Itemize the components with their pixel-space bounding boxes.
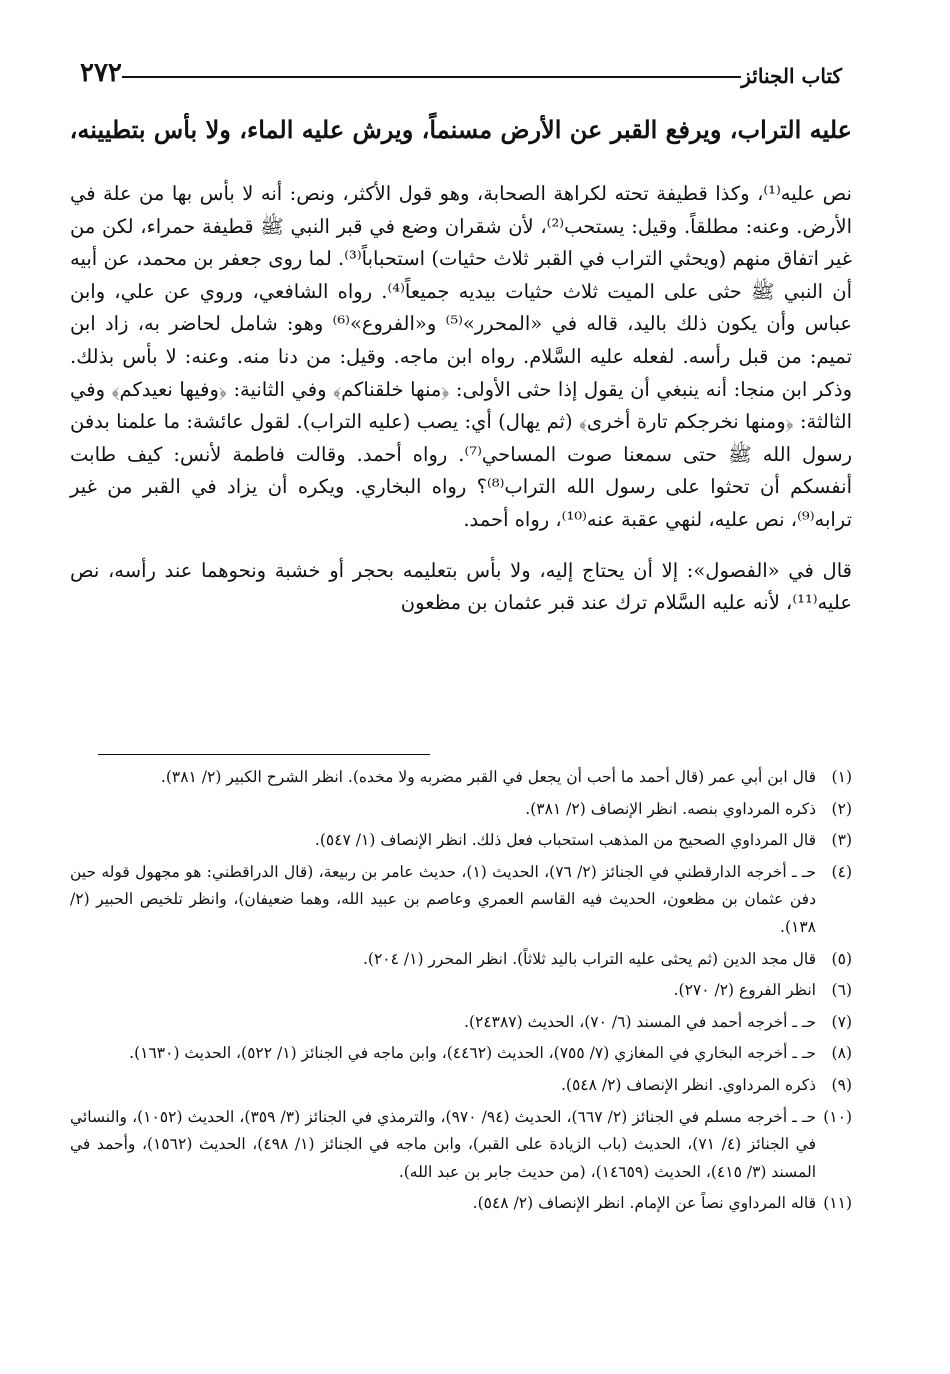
footnote-number: (٩) (831, 1075, 852, 1094)
commentary-paragraph-2: قال في «الفصول»: إلا أن يحتاج إليه، ولا بأس بتعليمه بحجر أو خشبة ونحوهما عند رأسه، نص عليه⁽¹¹⁾، لأنه عليه السَّلام ترك عند قبر عثمان بن مظعون (70, 558, 852, 615)
footnote-item (70, 827, 852, 855)
footnote-text: قال ابن أبي عمر (قال أحمد ما أحب أن يجعل في القبر مضربه ولا مخده). انظر الشرح الكبير (٢/ ٣٨١). (160, 768, 816, 786)
book-title: كتاب الجنائز (741, 64, 842, 88)
header-rule (122, 76, 741, 78)
footnote-number: (٤) (831, 862, 852, 881)
footnotes (70, 764, 852, 1218)
footnote-item (70, 1040, 852, 1068)
footnote-item (70, 764, 852, 792)
footnote-item (70, 946, 852, 974)
footnote-item (70, 796, 852, 824)
footnote-text: قال المرداوي الصحيح من المذهب استحباب فعل ذلك. انظر الإنصاف (١/ ٥٤٧). (314, 831, 816, 850)
footnote-number: (٢) (831, 799, 852, 818)
footnote-item (70, 859, 852, 942)
footnote-text: حـ ـ أخرجه مسلم في الجنائز (٢/ ٦٦٧)، الحديث (٩٤/ ٩٧٠)، والترمذي في الجنائز (٣/ ٣٥٩)، الحديث (١٠٥٢)، والنسائي في الجنائز (٤/ ٧١)، الحديث (باب الزيادة على القبر)، وابن ماجه في الجنائز (١/ ٤٩٨)، الحديث (١٥٦٢)، وأحمد في المسند (٣/ ٤١٥)، الحديث (١٤٦٥٩)، (من حديث جابر بن عبد الله). (70, 1107, 817, 1181)
footnote-number: (٨) (831, 1044, 852, 1063)
footnote-text: حـ ـ أخرجه أحمد في المسند (٦/ ٧٠)، الحديث (٢٤٣٨٧). (464, 1012, 816, 1031)
footnote-item (70, 1009, 852, 1037)
footnote-item (70, 977, 852, 1005)
page-number: ٢٧٢ (80, 58, 122, 88)
footnote-text: ذكره المرداوي بنصه. انظر الإنصاف (٢/ ٣٨١). (525, 799, 816, 818)
footnote-number: (٧) (831, 1012, 852, 1031)
footnote-text: ذكره المرداوي. انظر الإنصاف (٢/ ٥٤٨). (560, 1075, 816, 1094)
running-header (70, 50, 852, 86)
footnote-number: (٣) (831, 831, 852, 850)
matn-text: عليه التراب، ويرفع القبر عن الأرض مسنماً، ويرش عليه الماء، ولا بأس بتطيينه، (70, 115, 852, 144)
footnote-number: (١) (831, 768, 852, 786)
footnote-text: انظر الفروع (٢/ ٢٧٠). (673, 981, 816, 1000)
footnote-item (70, 1104, 852, 1187)
footnote-item (70, 1072, 852, 1100)
footnote-number: (١١) (823, 1194, 852, 1213)
footnote-number: (٦) (831, 981, 852, 1000)
footnote-separator (98, 754, 430, 755)
footnote-text: حـ ـ أخرجه البخاري في المغازي (٧/ ٧٥٥)، الحديث (٤٤٦٢)، وابن ماجه في الجنائز (١/ ٥٢٢)، الحديث (١٦٣٠). (129, 1044, 816, 1063)
commentary-paragraph-1: نص عليه⁽¹⁾، وكذا قطيفة تحته لكراهة الصحابة، وهو قول الأكثر، ونص: أنه لا بأس بها من علة في الأرض. وعنه: مطلقاً. وقيل: يستحب⁽²⁾، لأن شقران وضع في قبر النبي ﷺ قطيفة حمراء، لكن من غير اتفاق منهم (ويحثي التراب في القبر ثلاث حثيات) استحباباً⁽³⁾. لما روى جعفر بن محمد، عن أبيه أن النبي ﷺ حثى على الميت ثلاث حثيات بيديه جميعاً⁽⁴⁾. رواه الشافعي، وروي عن علي، وابن عباس وأن يكون ذلك باليد، قاله في «المحرر»⁽⁵⁾ و«الفروع»⁽⁶⁾ وهو: شامل لحاضر به، زاد ابن تميم: من قبل رأسه. لفعله عليه السَّلام. رواه ابن ماجه. وقيل: من دنا منه. وعنه: لا بأس بذلك. وذكر ابن منجا: أنه ينبغي أن يقول إذا حثى الأولى: ﴿منها خلقناكم﴾ وفي الثانية: ﴿وفيها نعيدكم﴾ وفي الثالثة: ﴿ومنها نخرجكم تارة أخرى﴾ (ثم يهال) أي: يصب (عليه التراب). لقول عائشة: ما علمنا بدفن رسول الله ﷺ حتى سمعنا صوت المساحي⁽⁷⁾. رواه أحمد. وقالت فاطمة لأنس: كيف طابت أنفسكم أن تحثوا على رسول الله التراب⁽⁸⁾؟ رواه البخاري. ويكره أن يزاد في القبر من غير ترابه⁽⁹⁾، نص عليه، لنهي عقبة عنه⁽¹⁰⁾، رواه أحمد. (70, 182, 853, 531)
footnote-number: (٥) (831, 949, 852, 968)
footnote-item (70, 1190, 852, 1218)
footnote-text: حـ ـ أخرجه الدارقطني في الجنائز (٢/ ٧٦)، الحديث (١)، حديث عامر بن ربيعة، (قال الدراقطني: هو مجهول قوله حين دفن عثمان بن مظعون، الحديث فيه القاسم العمري وعاصم بن عبيد الله، وهما ضعيفان)، وانظر تلخيص الحبير (٢/ ١٣٨). (70, 862, 816, 936)
footnote-text: قال مجد الدين (ثم يحثى عليه التراب باليد ثلاثاً). انظر المحرر (١/ ٢٠٤). (363, 949, 816, 968)
footnote-text: قاله المرداوي نصاً عن الإمام. انظر الإنصاف (٢/ ٥٤٨). (472, 1194, 816, 1213)
commentary-text (70, 178, 852, 620)
footnote-number: (١٠) (823, 1107, 852, 1126)
